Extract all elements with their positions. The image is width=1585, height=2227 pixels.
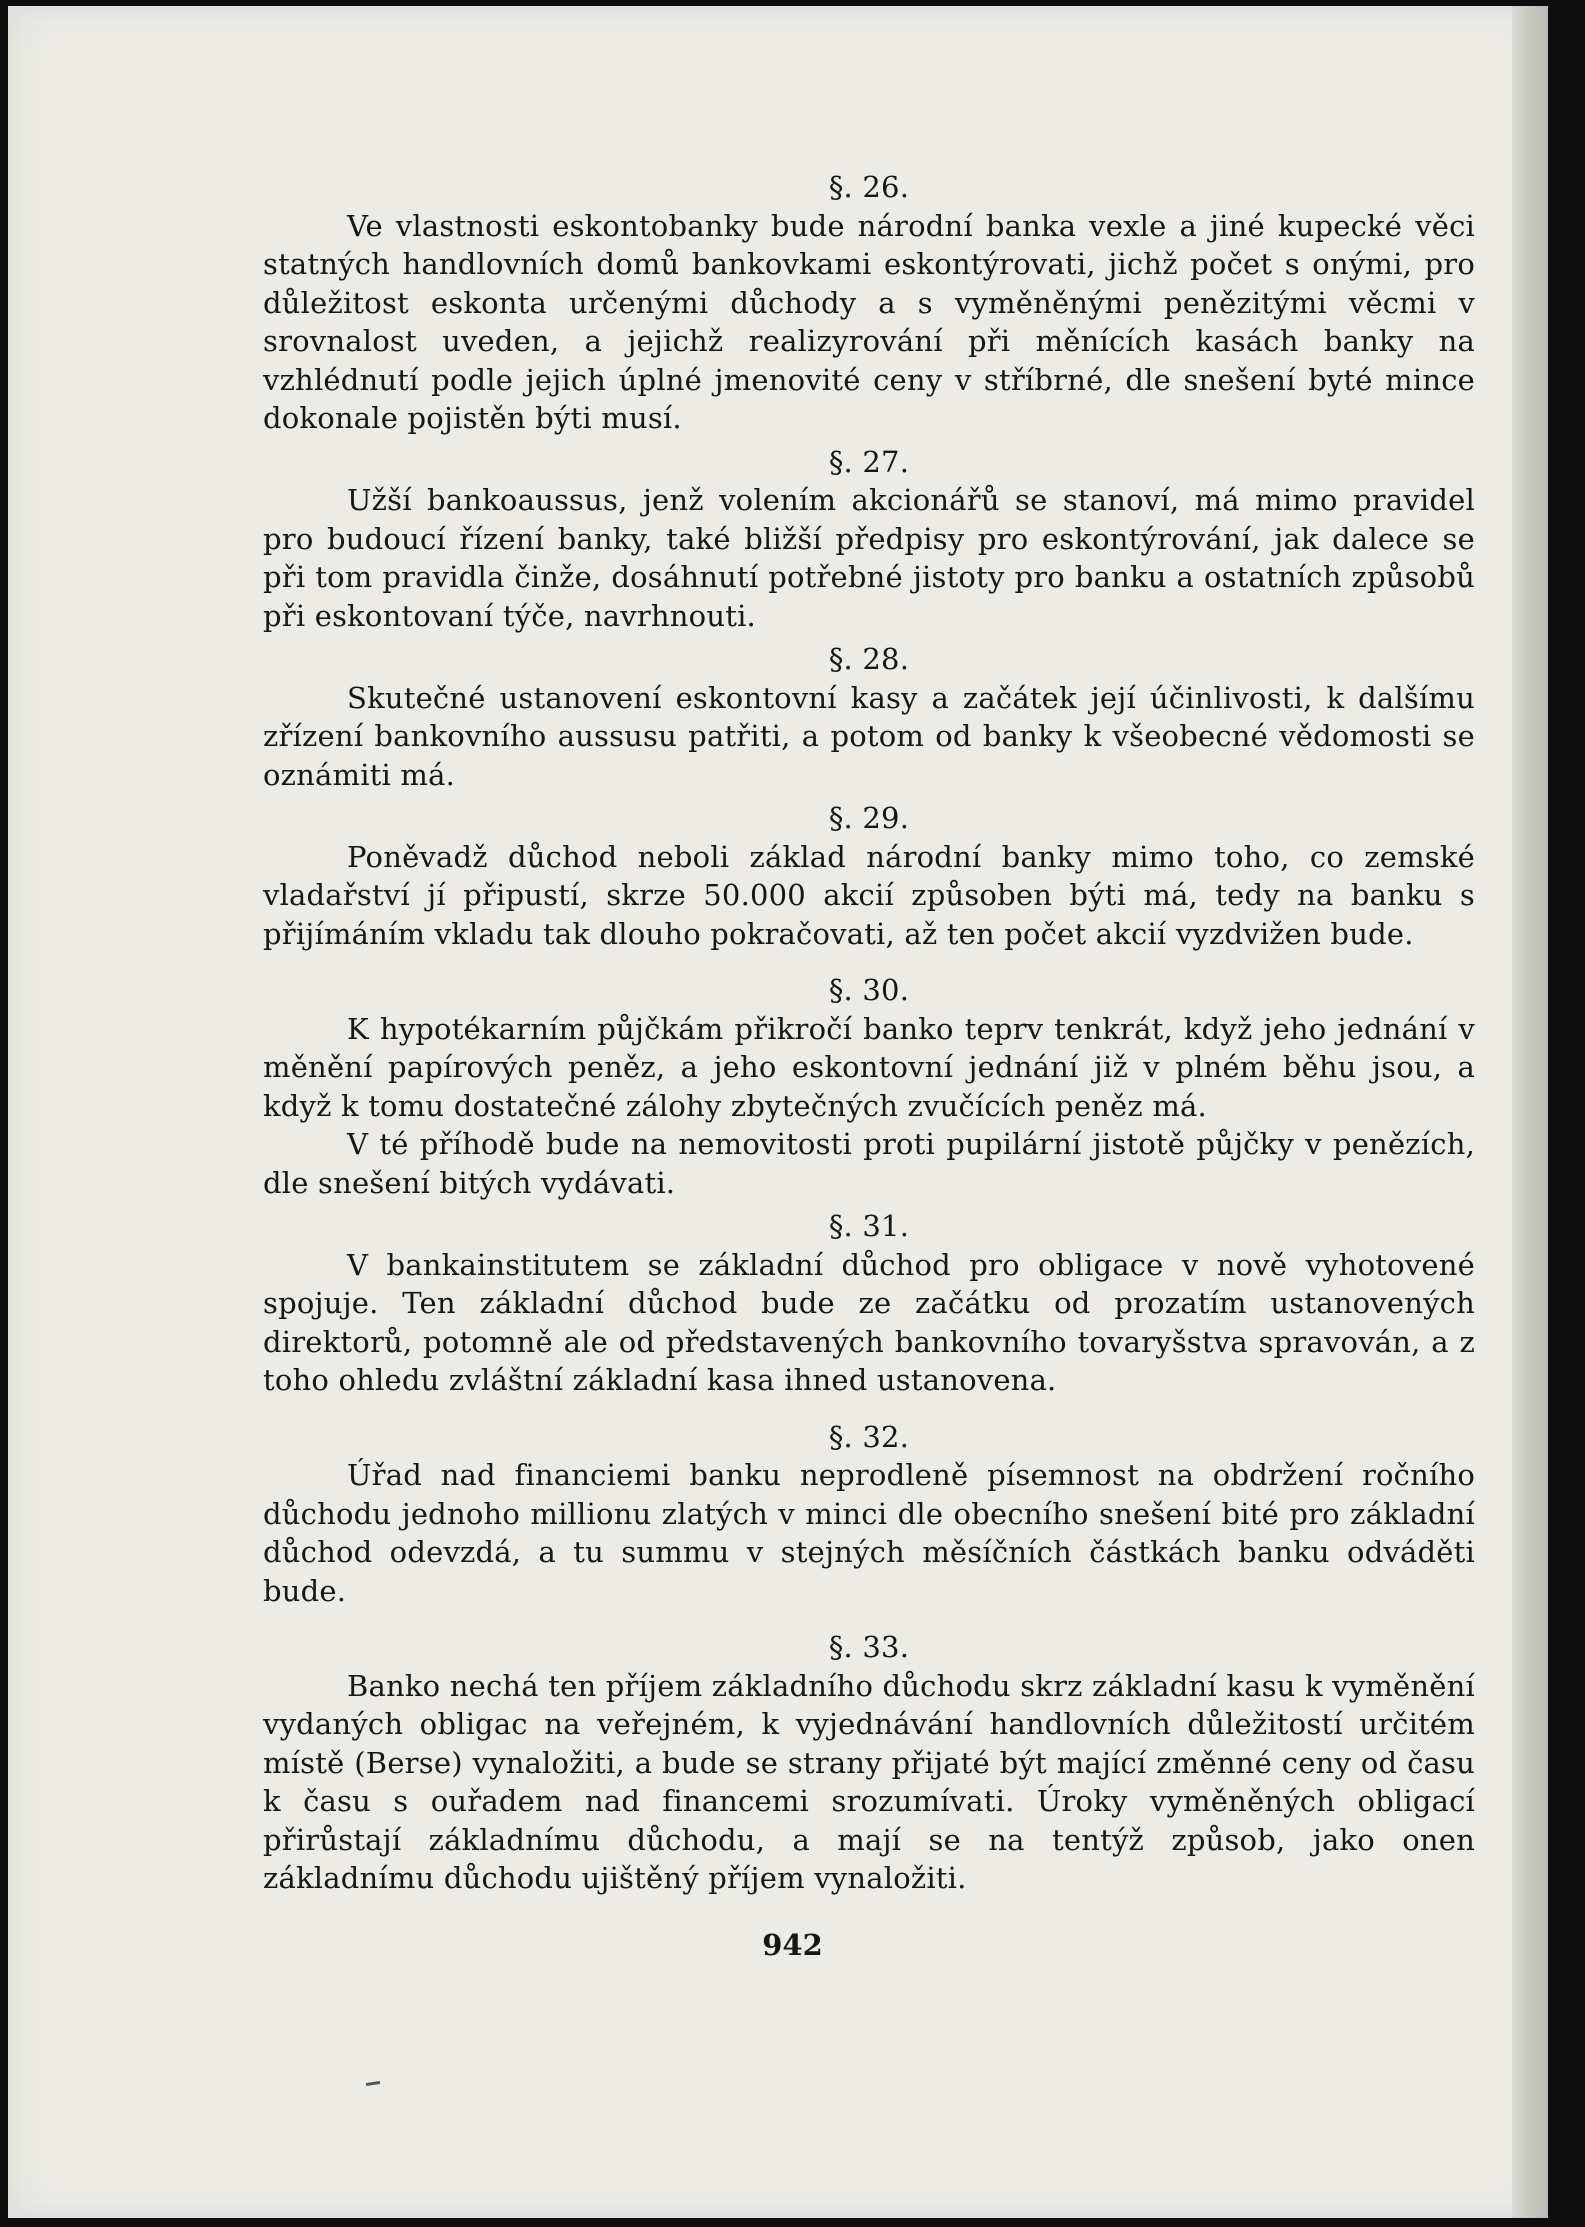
document-body [263,168,1475,1898]
section-28 [263,640,1475,794]
paragraph: Skutečné ustanovení eskontovní kasy a začátek její účinlivosti, k dalšímu zřízení bankovního aussusu patřiti, a potom od banky k všeobecné vědomosti se oznámiti má. [263,680,1475,792]
paragraph: Banko nechá ten příjem základního důchodu skrz základní kasu k vyměnění vydaných obligac na veřejném, k vyjednávání handlovních důležitostí určitém místě (Berse) vynaložiti, a bude se strany přijaté být mající změnné ceny od času k času s ouřadem nad financemi srozumívati. Úroky vyměněných obligací přirůstají základnímu důchodu, a mají se na tentýž způsob, jako onen základnímu důchodu ujištěný příjem vynaložiti. [263,1668,1475,1895]
section-heading: §. 30. [828,973,910,1007]
section-heading: §. 28. [828,642,910,676]
paragraph: V té příhodě bude na nemovitosti proti pupilární jistotě půjčky v penězích, dle snešení bitých vydávati. [263,1127,1475,1200]
section-heading: §. 27. [828,444,910,479]
paragraph: K hypotékarním půjčkám přikročí banko teprv tenkrát, když jeho jednání v měnění papírových peněz, a jeho eskontovní jednání již v plném běhu jsou, a když k tomu dostatečné zálohy zbytečných zvučících peněz má. [263,1011,1475,1123]
section-heading: §. 32. [828,1419,910,1454]
section-31 [263,1207,1475,1400]
paragraph: Užší bankoaussus, jenž volením akcionářů se stanoví, má mimo pravidel pro budoucí řízení banky, také bližší předpisy pro eskontýrování, jak dalece se při tom pravidla činže, dosáhnutí potřebné jistoty pro banku a ostatních způsobů při eskontovaní týče, navrhnouti. [263,483,1475,633]
section-27 [263,443,1475,636]
section-heading: §. 26. [828,170,910,204]
page-number: 942 [762,1928,823,1962]
paragraph: Úřad nad financiemi banku neprodleně písemnost na obdržení ročního důchodu jednoho millionu zlatých v minci dle obecního snešení bité pro základní důchod odevzdá, a tu summu v stejných měsíčních částkách banku odváděti bude. [263,1458,1475,1608]
section-heading: §. 29. [828,801,910,835]
paragraph: Ve vlastnosti eskontobanky bude národní banka vexle a jiné kupecké věci statných handlovních domů bankovkami eskontýrovati, jichž počet s onými, pro důležitost eskonta určenými důchody a s vyměněnými penězitými věcmi v srovnalost uveden, a jejichž realizyrování při měnících kasách banky na vzhlédnutí podle jejich úplné jmenovité ceny v stříbrné, dle snešení byté mince dokonale pojistěn býti musí. [263,208,1475,435]
section-33 [263,1628,1475,1898]
section-heading: §. 33. [828,1630,910,1664]
section-29 [263,799,1475,953]
section-26 [263,168,1475,438]
paragraph: V bankainstitutem se základní důchod pro obligace v nově vyhotovené spojuje. Ten základní důchod bude ze začátku od prozatím ustanovených direktorů, potomně ale od představených bankovního tovaryšstva spravován, a z toho ohledu zvláštní základní kasa ihned ustanovena. [263,1247,1475,1397]
section-30 [263,971,1475,1202]
page-edge [1512,6,1548,2218]
paragraph: Poněvadž důchod neboli základ národní banky mimo toho, co zemské vladařství jí připustí, skrze 50.000 akcií způsoben býti má, tedy na banku s přijímáním vkladu tak dlouho pokračovati, až ten počet akcií vyzdvižen bude. [263,839,1475,951]
section-32 [263,1418,1475,1611]
section-heading: §. 31. [828,1209,910,1243]
